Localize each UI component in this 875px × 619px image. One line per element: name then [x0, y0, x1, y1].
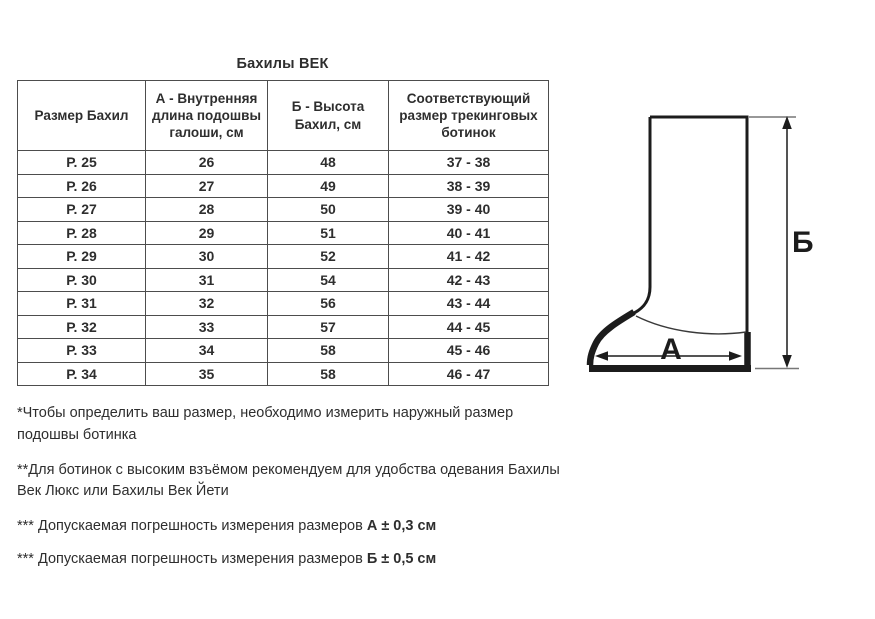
footnotes — [17, 403, 577, 582]
table-cell: 44 - 45 — [389, 315, 549, 339]
column-header-inner-sole-length: А - Внутренняя длина подошвы галоши, см — [146, 81, 268, 151]
table-cell: Р. 34 — [18, 362, 146, 386]
boot-galosh-curve — [636, 316, 746, 334]
table-row — [18, 292, 549, 316]
table-cell: Р. 32 — [18, 315, 146, 339]
table-cell: Р. 33 — [18, 339, 146, 363]
table-cell: 43 - 44 — [389, 292, 549, 316]
table-cell: 42 - 43 — [389, 268, 549, 292]
table-cell: 41 - 42 — [389, 245, 549, 269]
table-row — [18, 174, 549, 198]
table-cell: 48 — [268, 151, 389, 175]
table-cell: 45 - 46 — [389, 339, 549, 363]
table-cell: 30 — [146, 245, 268, 269]
table-cell: 54 — [268, 268, 389, 292]
table-cell: 40 - 41 — [389, 221, 549, 245]
table-cell: 34 — [146, 339, 268, 363]
table-cell: Р. 30 — [18, 268, 146, 292]
table-row — [18, 221, 549, 245]
table-row — [18, 245, 549, 269]
table-cell: 49 — [268, 174, 389, 198]
footnote-tolerance-b-text: *** Допускаемая погрешность измерения размеров — [17, 550, 367, 567]
table-cell: 31 — [146, 268, 268, 292]
boot-heel — [590, 312, 634, 365]
boot-diagram — [575, 85, 875, 385]
table-cell: 50 — [268, 198, 389, 222]
table-row — [18, 268, 549, 292]
table-cell: 28 — [146, 198, 268, 222]
table-cell: Р. 28 — [18, 221, 146, 245]
dimension-b-label: Б — [792, 226, 814, 259]
boot-shaft-outline — [650, 117, 747, 333]
table-cell: Р. 26 — [18, 174, 146, 198]
table-cell: 35 — [146, 362, 268, 386]
footnote-high-instep: **Для ботинок с высоким взъёмом рекомендуем для удобства одевания Бахилы Век Люкс или Бахилы Век Йети — [17, 461, 560, 500]
table-row — [18, 362, 549, 386]
table-cell: 37 - 38 — [389, 151, 549, 175]
table-cell: Р. 27 — [18, 198, 146, 222]
footnote-tolerance-a-text: *** Допускаемая погрешность измерения размеров — [17, 518, 367, 534]
table-cell: 51 — [268, 221, 389, 245]
column-header-boot-size: Соответствующий размер трекинговых ботинок — [389, 81, 549, 151]
footnote-tolerance-a — [17, 516, 577, 538]
table-cell: 58 — [268, 339, 389, 363]
column-header-size: Размер Бахил — [18, 81, 146, 151]
table-cell: Р. 29 — [18, 245, 146, 269]
table-cell: 52 — [268, 245, 389, 269]
table-row — [18, 198, 549, 222]
table-body — [18, 151, 549, 386]
boot-left-edge — [632, 117, 650, 314]
table-cell: 58 — [268, 362, 389, 386]
table-cell: 38 - 39 — [389, 174, 549, 198]
footnote-how-to-measure: *Чтобы определить ваш размер, необходимо измерить наружный размер подошвы ботинка — [17, 405, 514, 443]
table-cell: 32 — [146, 292, 268, 316]
dimension-a-label: А — [660, 333, 682, 366]
table-cell: 56 — [268, 292, 389, 316]
table-cell: 57 — [268, 315, 389, 339]
column-header-height: Б - Высота Бахил, см — [268, 81, 389, 151]
table-cell: 26 — [146, 151, 268, 175]
table-cell: 39 - 40 — [389, 198, 549, 222]
table-cell: Р. 31 — [18, 292, 146, 316]
table-row — [18, 315, 549, 339]
table-cell: 33 — [146, 315, 268, 339]
footnote-tolerance-b — [17, 549, 577, 571]
footnote-tolerance-b-value: Б ± 0,5 см — [366, 550, 437, 567]
table-cell: Р. 25 — [18, 151, 146, 175]
table-row — [18, 339, 549, 363]
table-cell: 27 — [146, 174, 268, 198]
size-table — [17, 80, 549, 386]
footnote-tolerance-a-value: А ± 0,3 см — [366, 518, 437, 534]
table-cell: 29 — [146, 221, 268, 245]
table-row — [18, 151, 549, 175]
dimension-b-arrow — [782, 116, 792, 368]
table-header-row — [18, 81, 549, 151]
page-title: Бахилы ВЕК — [236, 56, 329, 72]
table-cell: 46 - 47 — [389, 362, 549, 386]
